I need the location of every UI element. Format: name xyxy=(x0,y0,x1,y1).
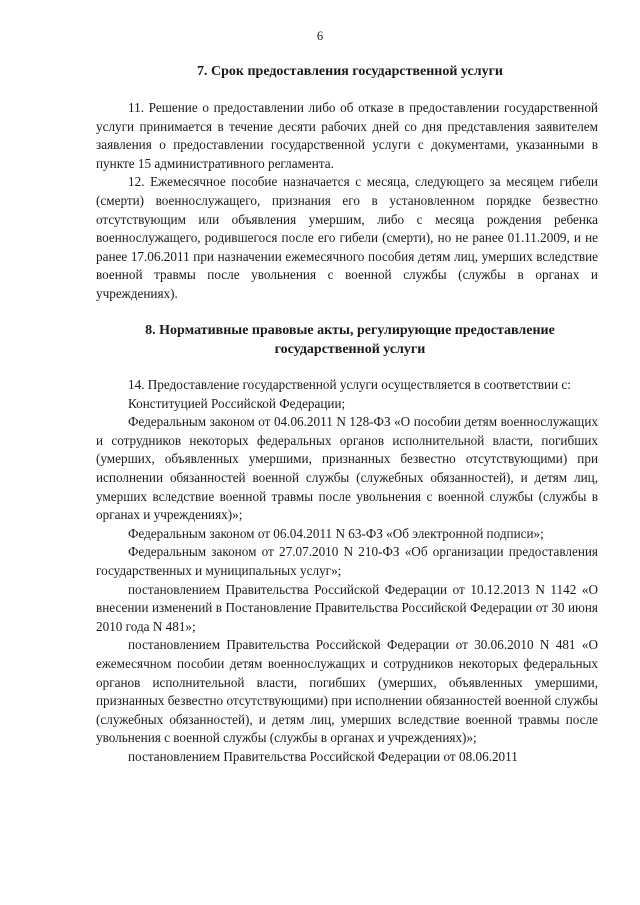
legal-act-item: Конституцией Российской Федерации; xyxy=(128,395,346,411)
legal-act-item: Федеральным законом от 27.07.2010 N 210-ФЗ «Об организации предоставления государственных и муниципальных услуг»; xyxy=(96,544,598,578)
paragraph-11: 11. Решение о предоставлении либо об отказе в предоставлении государственной услуги принимается в течение десяти рабочих дней со дня представления заявителем заявления о предоставлении государственной услуги с документами, указанными в пункте 15 административного регламента. xyxy=(96,100,598,171)
legal-act-item: постановлением Правительства Российской Федерации от 30.06.2010 N 481 «О ежемесячном пособии детям военнослужащих и сотрудников некоторых федеральных органов исполнительной власти, погибших (умерших, объявленных умершими, признанных безвестно отсутствующими) при исполнении обязанностей военной службы (служебных обязанностей), и детям лиц, умерших вследствие военной травмы после увольнения с военной службы (службы в органах и учреждениях)»; xyxy=(96,637,598,746)
legal-act-item: Федеральным законом от 04.06.2011 N 128-ФЗ «О пособии детям военнослужащих и сотрудников некоторых федеральных органов исполнительной власти, погибших (умерших, объявленных умершими, признанных безвестно отсутствующими) при исполнении обязанностей военной службы (служебных обязанностей), и детям лиц, умерших вследствие военной травмы после увольнения с военной службы (службы в органах и учреждениях)»; xyxy=(96,414,598,523)
section-7-heading: 7. Срок предоставления государственной услуги xyxy=(197,64,503,79)
section-8-heading xyxy=(96,322,604,359)
paragraph-12: 12. Ежемесячное пособие назначается с месяца, следующего за месяцем гибели (смерти) военнослужащего, признания его в установленном порядке безвестно отсутствующим или объявления умершим, либо с месяца рождения ребенка военнослужащего, родившегося после его гибели (смерти), но не ранее 01.11.2009, и не ранее 17.06.2011 при назначении ежемесячного пособия детям лиц, умерших вследствие военной травмы после увольнения с военной службы (службы в органах и учреждениях). xyxy=(96,174,598,301)
section-8-heading-line-2: государственной услуги xyxy=(274,341,426,357)
legal-act-item: постановлением Правительства Российской Федерации от 10.12.2013 N 1142 «О внесении изменений в Постановление Правительства Российской Федерации от 30 июня 2010 года N 481»; xyxy=(96,581,598,634)
legal-act-item: постановлением Правительства Российской Федерации от 08.06.2011 xyxy=(128,748,518,764)
section-8-body xyxy=(96,376,598,766)
legal-act-item: Федеральным законом от 06.04.2011 N 63-ФЗ «Об электронной подписи»; xyxy=(128,525,544,541)
page-number: 6 xyxy=(316,29,324,43)
section-8-heading-line-1: 8. Нормативные правовые акты, регулирующие предоставление xyxy=(145,323,555,338)
paragraph-14: 14. Предоставление государственной услуги осуществляется в соответствии с: xyxy=(128,377,571,392)
section-7-body xyxy=(96,99,598,304)
